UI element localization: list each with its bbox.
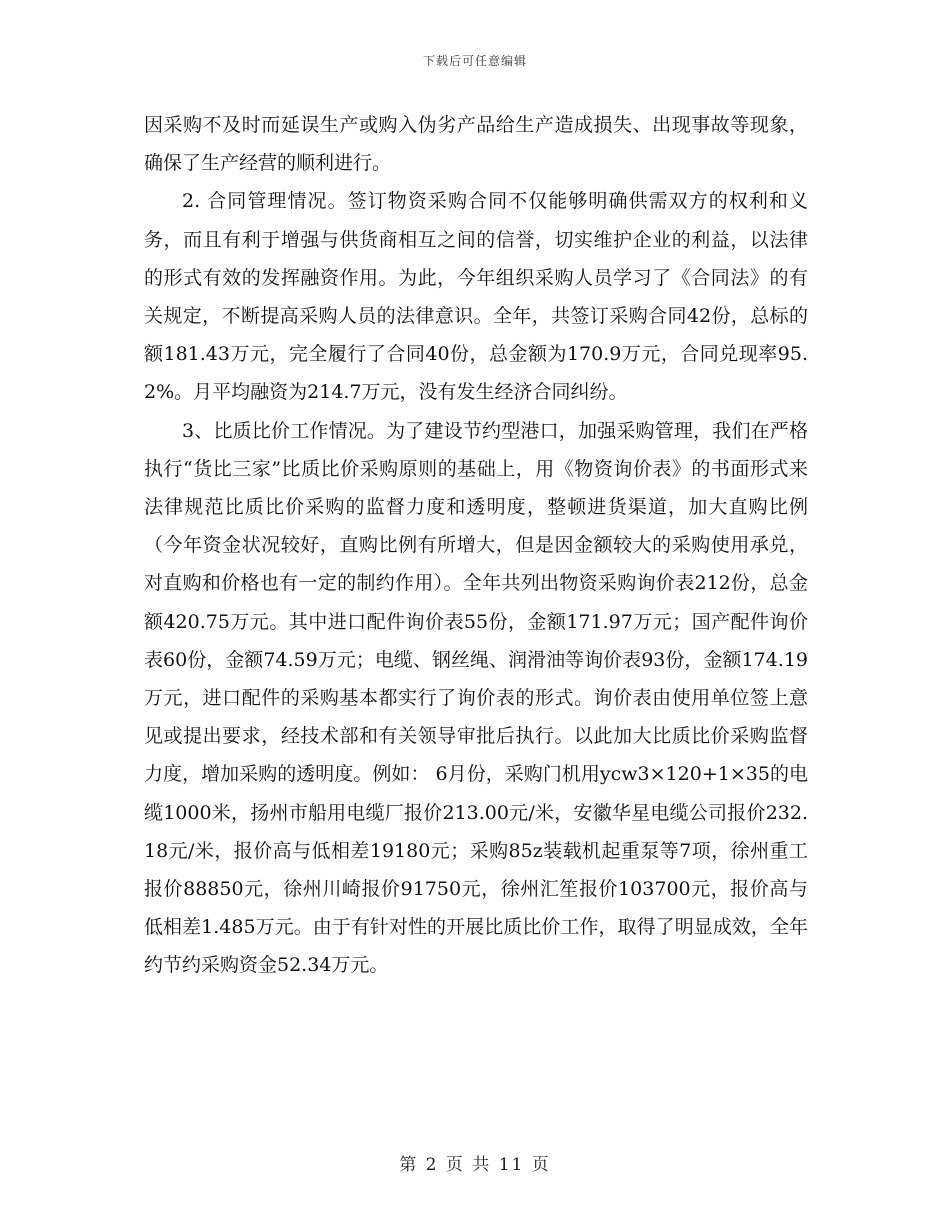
paragraph-continuation: 因采购不及时而延误生产或购入伪劣产品给生产造成损失、出现事故等现象，确保了生产经营的顺利进行。 bbox=[144, 114, 808, 175]
paragraph-price-comparison: 3、比质比价工作情况。为了建设节约型港口，加强采购管理，我们在严格执行“货比三家”比质比价采购原则的基础上，用《物资询价表》的书面形式来法律规范比质比价采购的监督力度和透明度，整顿进货渠道，加大直购比例（今年资金状况较好，直购比例有所增大，但是因金额较大的采购使用承兑，对直购和价格也有一定的制约作用）。全年共列出物资采购询价表212份，总金额420.75万元。其中进口配件询价表55份，金额171.97万元；国产配件询价表60份，金额74.59万元；电缆、钢丝绳、润滑油等询价表93份，金额174.19万元，进口配件的采购基本都实行了询价表的形式。询价表由使用单位签上意见或提出要求，经技术部和有关领导审批后执行。以此加大比质比价采购监督力度，增加采购的透明度。例如： 6月份，采购门机用ycw3×120+1×35的电缆1000米，扬州市船用电缆厂报价213.00元/米，安徽华星电缆公司报价232.18元/米，报价高与低相差19180元；采购85z装载机起重泵等7项，徐州重工报价88850元，徐州川崎报价91750元，徐州汇笙报价103700元，报价高与低相差1.485万元。由于有针对性的开展比质比价工作，取得了明显成效，全年约节约采购资金52.34万元。 bbox=[144, 419, 808, 977]
paragraph-contract-management: 2. 合同管理情况。签订物资采购合同不仅能够明确供需双方的权利和义务，而且有利于增强与供货商相互之间的信誉，切实维护企业的利益，以法律的形式有效的发挥融资作用。为此，今年组织采购人员学习了《合同法》的有关规定，不断提高采购人员的法律意识。全年，共签订采购合同42份，总标的额181.43万元，完全履行了合同40份，总金额为170.9万元，合同兑现率95.2%。月平均融资为214.7万元，没有发生经济合同纠纷。 bbox=[144, 190, 808, 404]
document-body bbox=[144, 106, 808, 985]
page-number-footer: 第 2 页 共 11 页 bbox=[399, 1155, 551, 1175]
page-header: 下载后可任意编辑 bbox=[422, 54, 527, 68]
